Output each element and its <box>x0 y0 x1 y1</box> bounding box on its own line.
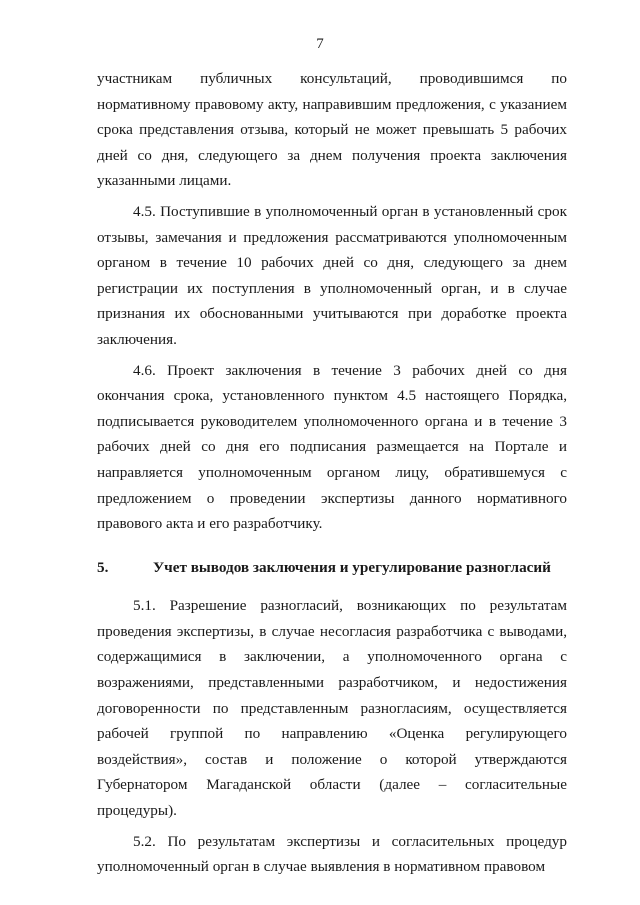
section-number: 5. <box>97 558 109 576</box>
section-title: Учет выводов заключения и урегулирование разногласий <box>153 558 551 576</box>
paragraph-continuation: участникам публичных консультаций, проводившимся по нормативному правовому акту, направившим предложения, с указанием срока представления отзыва, который не может превышать 5 рабочих дней со дня, следующего за днем получения проекта заключения указанными лицами. <box>97 70 567 190</box>
paragraph-4-6: 4.6. Проект заключения в течение 3 рабочих дней со дня окончания срока, установленного пунктом 4.5 настоящего Порядка, подписывается руководителем уполномоченного органа и в течение 3 рабочих дней со дня его подписания размещается на Портале и направляется уполномоченным органом лицу, обратившемуся с предложением о проведении экспертизы данного нормативного правового акта и его разработчику. <box>97 361 567 533</box>
document-body <box>97 66 567 880</box>
paragraph-4-5: 4.5. Поступившие в уполномоченный орган в установленный срок отзывы, замечания и предложения рассматриваются уполномоченным органом в течение 10 рабочих дней со дня, следующего за днем регистрации их поступления в уполномоченный орган, и в случае признания их обоснованными учитываются при доработке проекта заключения. <box>97 202 567 348</box>
paragraph-5-2: 5.2. По результатам экспертизы и согласительных процедур уполномоченный орган в случае выявления в нормативном правовом <box>97 832 567 876</box>
page-number: 7 <box>316 36 324 52</box>
section-heading <box>97 555 567 581</box>
paragraph-5-1: 5.1. Разрешение разногласий, возникающих по результатам проведения экспертизы, в случае несогласия разработчика с выводами, содержащимися в заключении, а уполномоченного органа с возражениями, представленными разработчиком, и недостижения договоренности по представленным разногласиям, осуществляется рабочей группой по направлению «Оценка регулирующего воздействия», состав и положение о которой утверждаются Губернатором Магаданской области (далее – согласительные процедуры). <box>97 597 567 820</box>
